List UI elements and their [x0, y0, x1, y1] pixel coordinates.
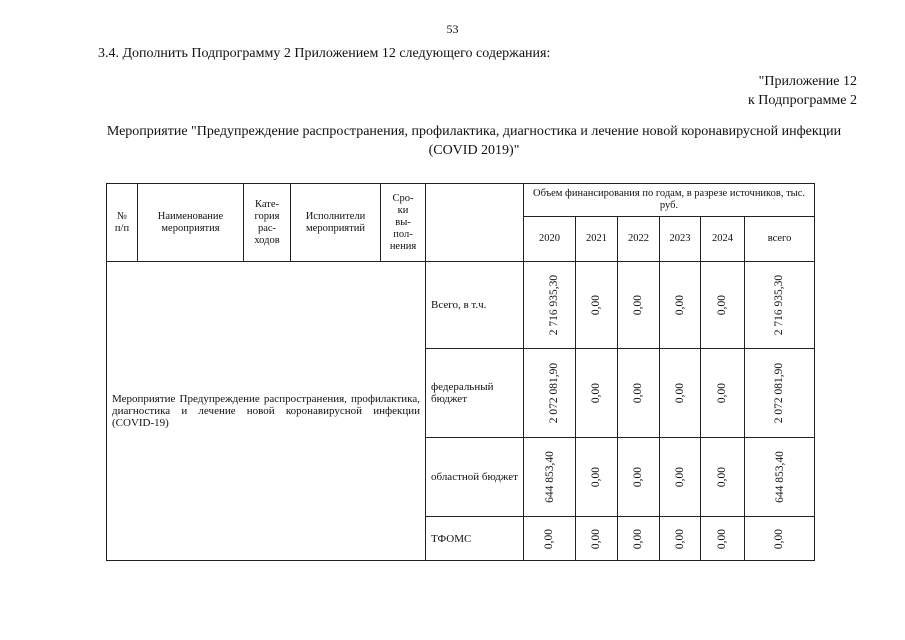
value-cell: 0,00	[660, 349, 701, 438]
header-year-total: всего	[745, 217, 815, 262]
value-cell: 644 853,40	[524, 438, 576, 517]
value-cell: 0,00	[618, 262, 660, 349]
value-cell: 0,00	[618, 349, 660, 438]
intro-paragraph: 3.4. Дополнить Подпрограмму 2 Приложением 12 следующего содержания:	[98, 46, 551, 61]
header-category: Кате- гория рас- ходов	[244, 184, 291, 262]
value-cell: 0,00	[524, 517, 576, 561]
appendix-reference	[748, 72, 857, 110]
financing-table	[106, 183, 815, 561]
header-year-2022: 2022	[618, 217, 660, 262]
source-cell: федеральный бюджет	[426, 349, 524, 438]
value-cell: 2 072 081,90	[745, 349, 815, 438]
value-cell: 0,00	[701, 438, 745, 517]
value-cell: 0,00	[576, 517, 618, 561]
appendix-line-2: к Подпрограмме 2	[747, 93, 857, 108]
source-cell: областной бюджет	[426, 438, 524, 517]
header-financing: Объем финансирования по годам, в разрезе источников, тыс. руб.	[524, 184, 815, 217]
value-cell: 0,00	[660, 438, 701, 517]
header-deadlines: Сро- ки вы- пол- нения	[381, 184, 426, 262]
source-cell: ТФОМС	[426, 517, 524, 561]
value-cell: 0,00	[701, 517, 745, 561]
header-row-1	[107, 184, 815, 217]
value-cell: 0,00	[576, 262, 618, 349]
value-cell: 0,00	[660, 517, 701, 561]
value-cell: 0,00	[576, 349, 618, 438]
header-year-2024: 2024	[701, 217, 745, 262]
header-year-2020: 2020	[524, 217, 576, 262]
value-cell: 0,00	[701, 349, 745, 438]
document-title: Мероприятие "Предупреждение распространения, профилактика, диагностика и лечение новой коронавирусной инфекции (COVID 2019)"	[106, 124, 842, 158]
header-num: № п/п	[107, 184, 138, 262]
header-source-blank	[426, 184, 524, 262]
value-cell: 2 716 935,30	[524, 262, 576, 349]
value-cell: 0,00	[618, 517, 660, 561]
value-cell: 0,00	[660, 262, 701, 349]
header-year-2023: 2023	[660, 217, 701, 262]
value-cell: 2 072 081,90	[524, 349, 576, 438]
header-name: Наименование мероприятия	[138, 184, 244, 262]
header-year-2021: 2021	[576, 217, 618, 262]
value-cell: 2 716 935,30	[745, 262, 815, 349]
value-cell: 644 853,40	[745, 438, 815, 517]
value-cell: 0,00	[701, 262, 745, 349]
source-cell: Всего, в т.ч.	[426, 262, 524, 349]
header-executors: Исполнители мероприятий	[291, 184, 381, 262]
value-cell: 0,00	[576, 438, 618, 517]
value-cell: 0,00	[618, 438, 660, 517]
measure-description: Мероприятие Предупреждение распространения, профилактика, диагностика и лечение новой коронавирусной инфекции (COVID-19)	[107, 262, 426, 561]
appendix-line-1: "Приложение 12	[758, 74, 857, 89]
table-row	[107, 262, 815, 349]
page-number: 53	[446, 22, 459, 36]
value-cell: 0,00	[745, 517, 815, 561]
